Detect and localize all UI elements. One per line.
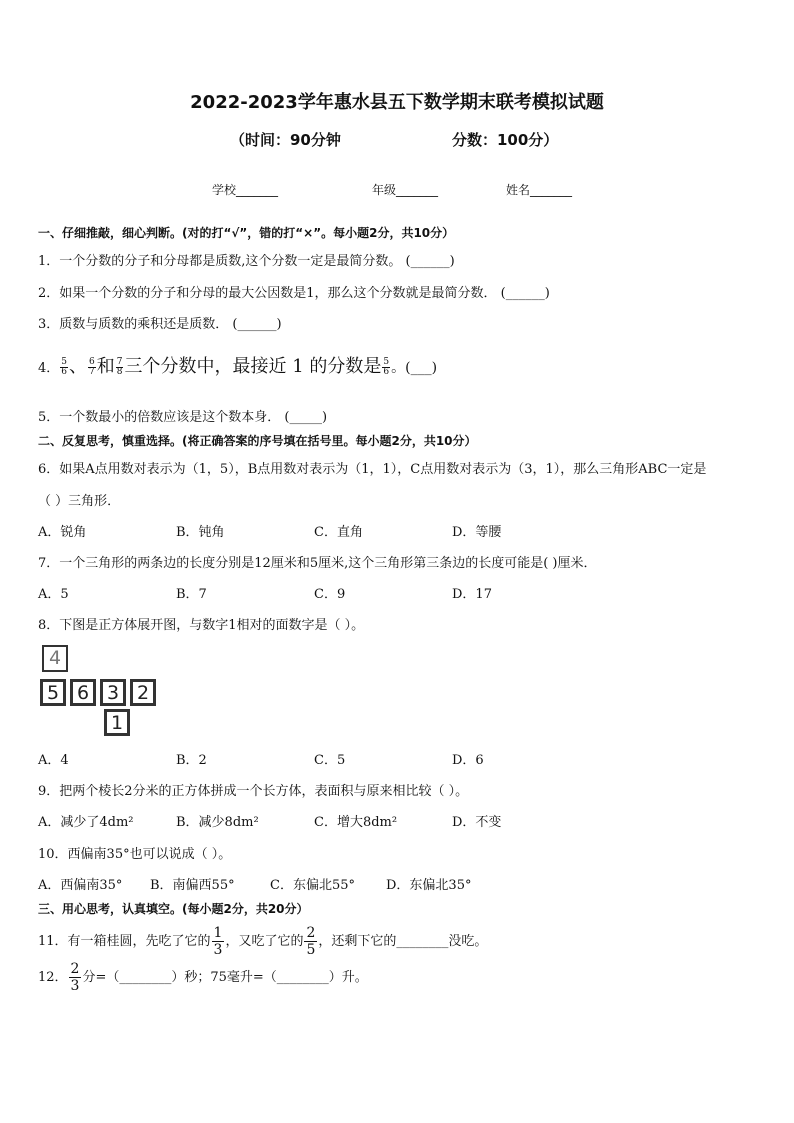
question-11-text: ，还剩下它的________没吃。 (318, 934, 488, 949)
question-3: 3．质数与质数的乘积还是质数． (______) (38, 317, 282, 332)
exam-title: 2022-2023学年惠水县五下数学期末联考模拟试题 (190, 92, 604, 113)
cube-face: 1 (104, 709, 130, 736)
question-2: 2．如果一个分数的分子和分母的最大公因数是1，那么这个分数就是最简分数． (______) (38, 286, 550, 301)
exam-score: 分数：100分） (452, 131, 559, 149)
question-8: 8．下图是正方体展开图，与数字1相对的面数字是（ ）。 (38, 618, 365, 633)
question-11-text: ，又吃了它的 (225, 934, 304, 949)
option-b: B．2 (176, 753, 207, 768)
option-c: C．5 (314, 753, 346, 768)
question-5: 5．一个数最小的倍数应该是这个数本身． (_____) (38, 410, 328, 425)
option-b: B．减少8dm² (176, 815, 259, 830)
question-9: 9．把两个棱长2分米的正方体拼成一个长方体，表面积与原来相比较（ ）。 (38, 784, 469, 799)
question-4 (38, 352, 437, 378)
option-b: B．钝角 (176, 525, 225, 540)
section-2-heading: 二、反复思考，慎重选择。(将正确答案的序号填在括号里。每小题2分，共10分） (38, 434, 477, 448)
fraction: $\frac{6}{7}$ (89, 356, 95, 377)
cube-face: 3 (100, 679, 126, 706)
cube-face: 5 (40, 679, 66, 706)
question-6-line-2: （ ）三角形． (38, 494, 121, 509)
fraction: $\frac{5}{6}$ (61, 356, 68, 377)
question-10: 10．西偏南35°也可以说成（ ）。 (38, 847, 232, 862)
fraction: $\frac{7}{8}$ (116, 356, 123, 377)
option-a: A．4 (38, 753, 69, 768)
fraction: $\frac{5}{6}$ (383, 356, 390, 377)
school-field: 学校_______ (212, 183, 279, 197)
fraction: $\frac{2}{3}$ (70, 961, 80, 994)
cube-face: 6 (70, 679, 96, 706)
question-11-text: 11．有一箱桂圆，先吃了它的 (38, 934, 211, 949)
option-b: B．7 (176, 587, 207, 602)
conjunction: 和 (96, 356, 115, 377)
option-d: D．等腰 (452, 525, 502, 540)
option-b: B．南偏西55° (150, 878, 235, 893)
fraction: $\frac{1}{3}$ (213, 925, 223, 958)
option-d: D．东偏北35° (386, 878, 472, 893)
question-6-line-1: 6．如果A点用数对表示为（1，5），B点用数对表示为（1，1），C点用数对表示为（3，1），那么三角形ABC一定是 (38, 462, 707, 477)
option-d: D．6 (452, 753, 484, 768)
option-c: C．东偏北55° (270, 878, 355, 893)
option-c: C．9 (314, 587, 346, 602)
question-12 (38, 962, 368, 993)
option-a: A．减少了4dm² (38, 815, 134, 830)
question-12-number: 12． (38, 970, 68, 985)
question-1: 1．一个分数的分子和分母都是质数,这个分数一定是最简分数。 (______) (38, 254, 455, 269)
option-d: D．不变 (452, 815, 502, 830)
option-c: C．增大8dm² (314, 815, 398, 830)
cube-net-figure (38, 641, 160, 739)
fraction: $\frac{2}{5}$ (306, 925, 316, 958)
option-c: C．直角 (314, 525, 363, 540)
option-a: A．锐角 (38, 525, 87, 540)
cube-face: 4 (42, 645, 68, 672)
option-a: A．西偏南35° (38, 878, 123, 893)
question-4-text: 三个分数中，最接近 1 的分数是 (124, 356, 382, 377)
question-7: 7．一个三角形的两条边的长度分别是12厘米和5厘米,这个三角形第三条边的长度可能是( )厘米． (38, 556, 597, 571)
question-12-text: 分=（________）秒；75毫升=（________）升。 (82, 970, 368, 985)
section-1-heading: 一、仔细推敲，细心判断。(对的打“√”，错的打“×”。每小题2分，共10分） (38, 226, 455, 240)
question-11 (38, 926, 487, 957)
exam-time: （时间：90分钟 (230, 131, 341, 149)
option-a: A．5 (38, 587, 69, 602)
option-d: D．17 (452, 587, 492, 602)
grade-field: 年级_______ (372, 183, 439, 197)
cube-face: 2 (130, 679, 156, 706)
separator: 、 (69, 356, 88, 377)
section-3-heading: 三、用心思考，认真填空。(每小题2分，共20分） (38, 902, 309, 916)
name-field: 姓名_______ (506, 183, 573, 197)
question-4-number: 4． (38, 361, 60, 376)
answer-blank: 。(___) (391, 360, 438, 376)
